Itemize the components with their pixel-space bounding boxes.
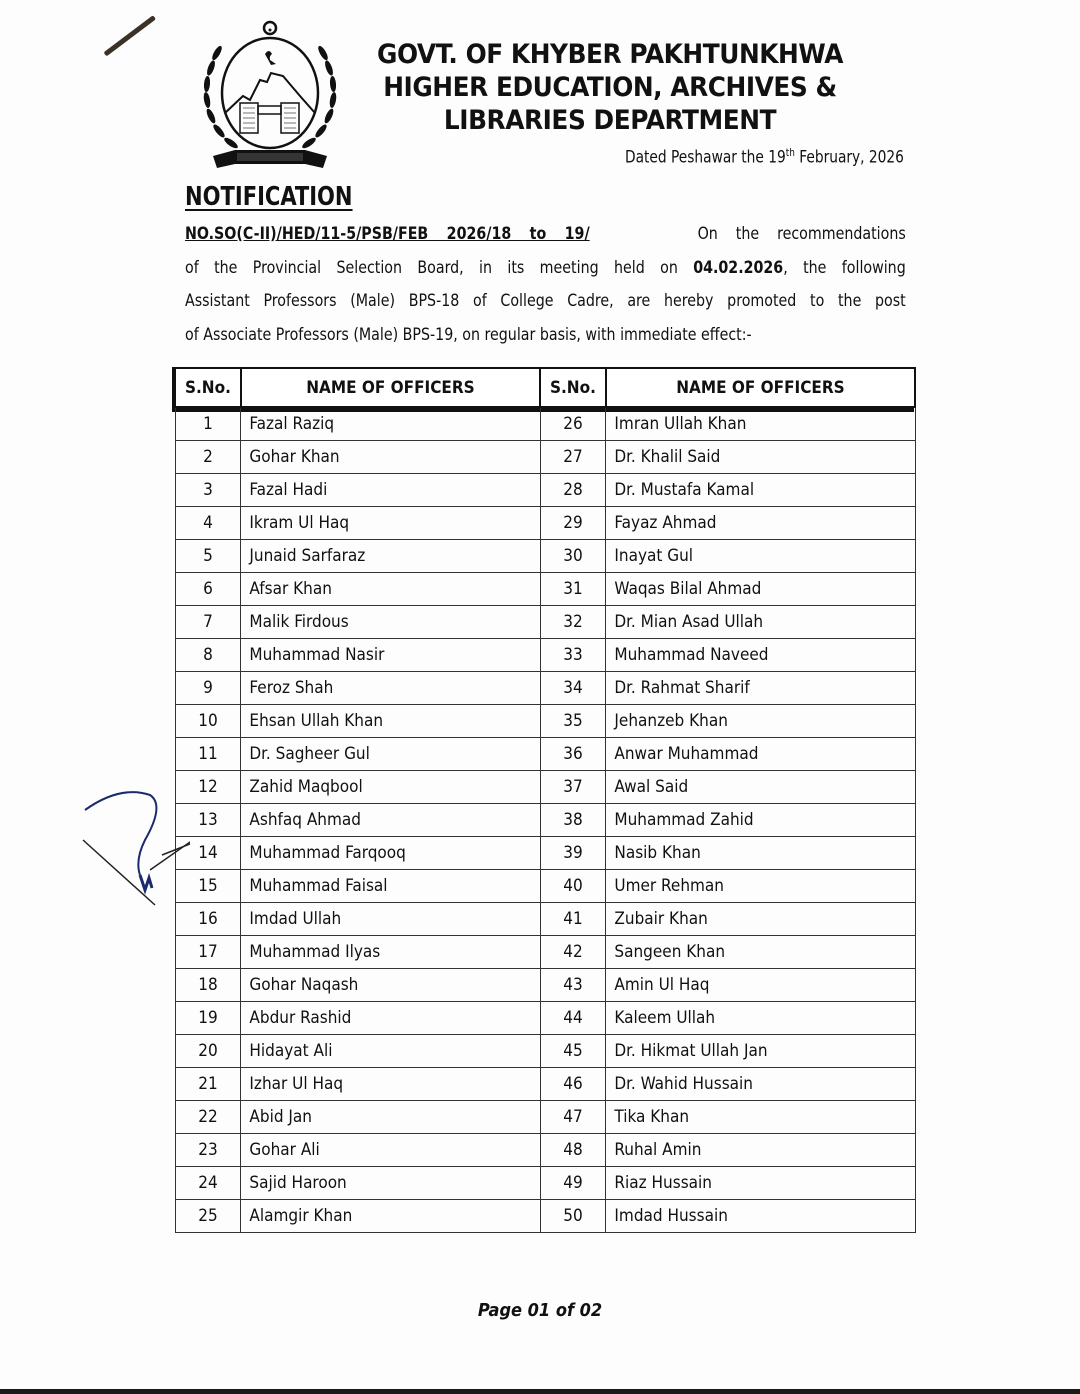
sno-left: 4 (175, 507, 241, 540)
officer-name-left: Ashfaq Ahmad (241, 804, 540, 837)
body-line-4: of Associate Professors (Male) BPS-19, on regular basis, with immediate effect:- (185, 324, 752, 345)
officer-name-left: Fazal Hadi (241, 474, 540, 507)
sno-left: 14 (175, 837, 241, 870)
table-row (175, 1002, 915, 1035)
table-row (175, 870, 915, 903)
sno-right: 41 (540, 903, 606, 936)
sno-left: 22 (175, 1101, 241, 1134)
table-row (175, 771, 915, 804)
officer-name-left: Muhammad Ilyas (241, 936, 540, 969)
sno-left: 25 (175, 1200, 241, 1233)
sno-right: 38 (540, 804, 606, 837)
header-line-1: GOVT. OF KHYBER PAKHTUNKHWA (377, 39, 843, 70)
sno-left: 23 (175, 1134, 241, 1167)
header-name-1: NAME OF OFFICERS (241, 368, 540, 407)
sno-right: 42 (540, 936, 606, 969)
sno-right: 40 (540, 870, 606, 903)
officer-name-right: Tika Khan (606, 1101, 915, 1134)
sno-left: 21 (175, 1068, 241, 1101)
table-row (175, 936, 915, 969)
table-row (175, 441, 915, 474)
scan-edge (0, 1389, 1080, 1394)
sno-right: 47 (540, 1101, 606, 1134)
body-line-2-b: , the following (783, 257, 906, 278)
sno-left: 8 (175, 639, 241, 672)
officer-name-left: Muhammad Faisal (241, 870, 540, 903)
officer-name-right: Awal Said (606, 771, 915, 804)
officer-name-left: Afsar Khan (241, 573, 540, 606)
sno-right: 43 (540, 969, 606, 1002)
sno-left: 3 (175, 474, 241, 507)
officer-name-right: Muhammad Naveed (606, 639, 915, 672)
pen-mark (103, 15, 156, 56)
table-row (175, 705, 915, 738)
officer-name-right: Dr. Mian Asad Ullah (606, 606, 915, 639)
officer-name-left: Alamgir Khan (241, 1200, 540, 1233)
officer-name-right: Imran Ullah Khan (606, 407, 915, 441)
table-row (175, 804, 915, 837)
table-row (175, 969, 915, 1002)
officer-name-left: Muhammad Farqooq (241, 837, 540, 870)
officer-name-right: Dr. Rahmat Sharif (606, 672, 915, 705)
signature (80, 780, 190, 910)
officer-name-right: Dr. Khalil Said (606, 441, 915, 474)
officer-name-right: Umer Rehman (606, 870, 915, 903)
body-line-1-rest: On the recommendations (697, 224, 906, 244)
kp-government-emblem (195, 18, 345, 173)
table-row (175, 1035, 915, 1068)
officer-name-left: Dr. Sagheer Gul (241, 738, 540, 771)
sno-right: 39 (540, 837, 606, 870)
sno-left: 20 (175, 1035, 241, 1068)
sno-right: 35 (540, 705, 606, 738)
dated-sup: th (785, 146, 795, 159)
page-number: Page 01 of 02 (477, 1300, 603, 1321)
meeting-date: 04.02.2026 (693, 257, 784, 278)
officer-name-right: Ruhal Amin (606, 1134, 915, 1167)
sno-right: 27 (540, 441, 606, 474)
officer-name-left: Sajid Haroon (241, 1167, 540, 1200)
officer-name-right: Dr. Wahid Hussain (606, 1068, 915, 1101)
notification-body (185, 218, 905, 352)
sno-left: 12 (175, 771, 241, 804)
officer-name-right: Imdad Hussain (606, 1200, 915, 1233)
body-line-2 (185, 252, 906, 286)
sno-right: 30 (540, 540, 606, 573)
sno-left: 19 (175, 1002, 241, 1035)
sno-right: 48 (540, 1134, 606, 1167)
table-row (175, 1068, 915, 1101)
sno-right: 33 (540, 639, 606, 672)
body-line-1 (185, 218, 906, 252)
department-header (362, 38, 859, 137)
sno-left: 15 (175, 870, 241, 903)
sno-left: 6 (175, 573, 241, 606)
sno-right: 28 (540, 474, 606, 507)
sno-left: 2 (175, 441, 241, 474)
sno-left: 5 (175, 540, 241, 573)
officer-name-left: Malik Firdous (241, 606, 540, 639)
sno-right: 36 (540, 738, 606, 771)
header-name-2: NAME OF OFFICERS (606, 368, 915, 407)
reference-number: NO.SO(C-II)/HED/11-5/PSB/FEB 2026/18 to 19/ (185, 224, 590, 244)
body-line-2-a: of the Provincial Selection Board, in its meeting held on (185, 257, 694, 278)
officer-name-left: Gohar Ali (241, 1134, 540, 1167)
dated-prefix: Dated Peshawar the 19 (625, 147, 786, 168)
sno-right: 29 (540, 507, 606, 540)
officer-name-left: Ehsan Ullah Khan (241, 705, 540, 738)
officer-name-right: Waqas Bilal Ahmad (606, 573, 915, 606)
table-row (175, 407, 915, 441)
header-line-3: LIBRARIES DEPARTMENT (443, 105, 777, 136)
header-sno-2: S.No. (540, 368, 606, 407)
table-header-row (175, 368, 915, 407)
sno-right: 50 (540, 1200, 606, 1233)
officer-name-left: Muhammad Nasir (241, 639, 540, 672)
header-sno-1: S.No. (175, 368, 241, 407)
officer-name-left: Hidayat Ali (241, 1035, 540, 1068)
sno-left: 9 (175, 672, 241, 705)
table-row (175, 1167, 915, 1200)
table-row (175, 1101, 915, 1134)
notification-title: NOTIFICATION (185, 182, 353, 212)
table-row (175, 507, 915, 540)
officer-name-right: Anwar Muhammad (606, 738, 915, 771)
officers-table (174, 367, 916, 1233)
officer-name-left: Abdur Rashid (241, 1002, 540, 1035)
officer-name-left: Imdad Ullah (241, 903, 540, 936)
officer-name-left: Gohar Khan (241, 441, 540, 474)
dated-line (625, 146, 904, 168)
dated-suffix: February, 2026 (794, 147, 904, 168)
sno-left: 10 (175, 705, 241, 738)
officer-name-right: Muhammad Zahid (606, 804, 915, 837)
sno-left: 16 (175, 903, 241, 936)
officers-table-body (175, 407, 915, 1233)
officer-name-left: Feroz Shah (241, 672, 540, 705)
sno-right: 45 (540, 1035, 606, 1068)
officer-name-right: Dr. Mustafa Kamal (606, 474, 915, 507)
table-row (175, 606, 915, 639)
sno-left: 7 (175, 606, 241, 639)
sno-right: 34 (540, 672, 606, 705)
officer-name-right: Zubair Khan (606, 903, 915, 936)
officer-name-right: Riaz Hussain (606, 1167, 915, 1200)
sno-right: 32 (540, 606, 606, 639)
officer-name-left: Gohar Naqash (241, 969, 540, 1002)
officer-name-right: Amin Ul Haq (606, 969, 915, 1002)
officer-name-left: Izhar Ul Haq (241, 1068, 540, 1101)
officer-name-right: Jehanzeb Khan (606, 705, 915, 738)
sno-right: 26 (540, 407, 606, 441)
officer-name-left: Ikram Ul Haq (241, 507, 540, 540)
table-row (175, 573, 915, 606)
officer-name-left: Zahid Maqbool (241, 771, 540, 804)
officer-name-left: Fazal Raziq (241, 407, 540, 441)
officer-name-right: Fayaz Ahmad (606, 507, 915, 540)
officer-name-left: Abid Jan (241, 1101, 540, 1134)
officer-name-right: Inayat Gul (606, 540, 915, 573)
sno-right: 37 (540, 771, 606, 804)
table-row (175, 474, 915, 507)
table-row (175, 903, 915, 936)
table-row (175, 837, 915, 870)
body-line-3: Assistant Professors (Male) BPS-18 of College Cadre, are hereby promoted to the post (185, 291, 906, 311)
table-row (175, 540, 915, 573)
sno-left: 18 (175, 969, 241, 1002)
sno-left: 11 (175, 738, 241, 771)
sno-left: 17 (175, 936, 241, 969)
sno-left: 13 (175, 804, 241, 837)
header-line-2: HIGHER EDUCATION, ARCHIVES & (383, 72, 837, 103)
sno-left: 24 (175, 1167, 241, 1200)
officer-name-left: Junaid Sarfaraz (241, 540, 540, 573)
officer-name-right: Nasib Khan (606, 837, 915, 870)
sno-left: 1 (175, 407, 241, 441)
officer-name-right: Sangeen Khan (606, 936, 915, 969)
table-row (175, 639, 915, 672)
sno-right: 49 (540, 1167, 606, 1200)
table-row (175, 1200, 915, 1233)
table-row (175, 1134, 915, 1167)
sno-right: 31 (540, 573, 606, 606)
officer-name-right: Dr. Hikmat Ullah Jan (606, 1035, 915, 1068)
officer-name-right: Kaleem Ullah (606, 1002, 915, 1035)
table-row (175, 738, 915, 771)
sno-right: 44 (540, 1002, 606, 1035)
table-row (175, 672, 915, 705)
sno-right: 46 (540, 1068, 606, 1101)
